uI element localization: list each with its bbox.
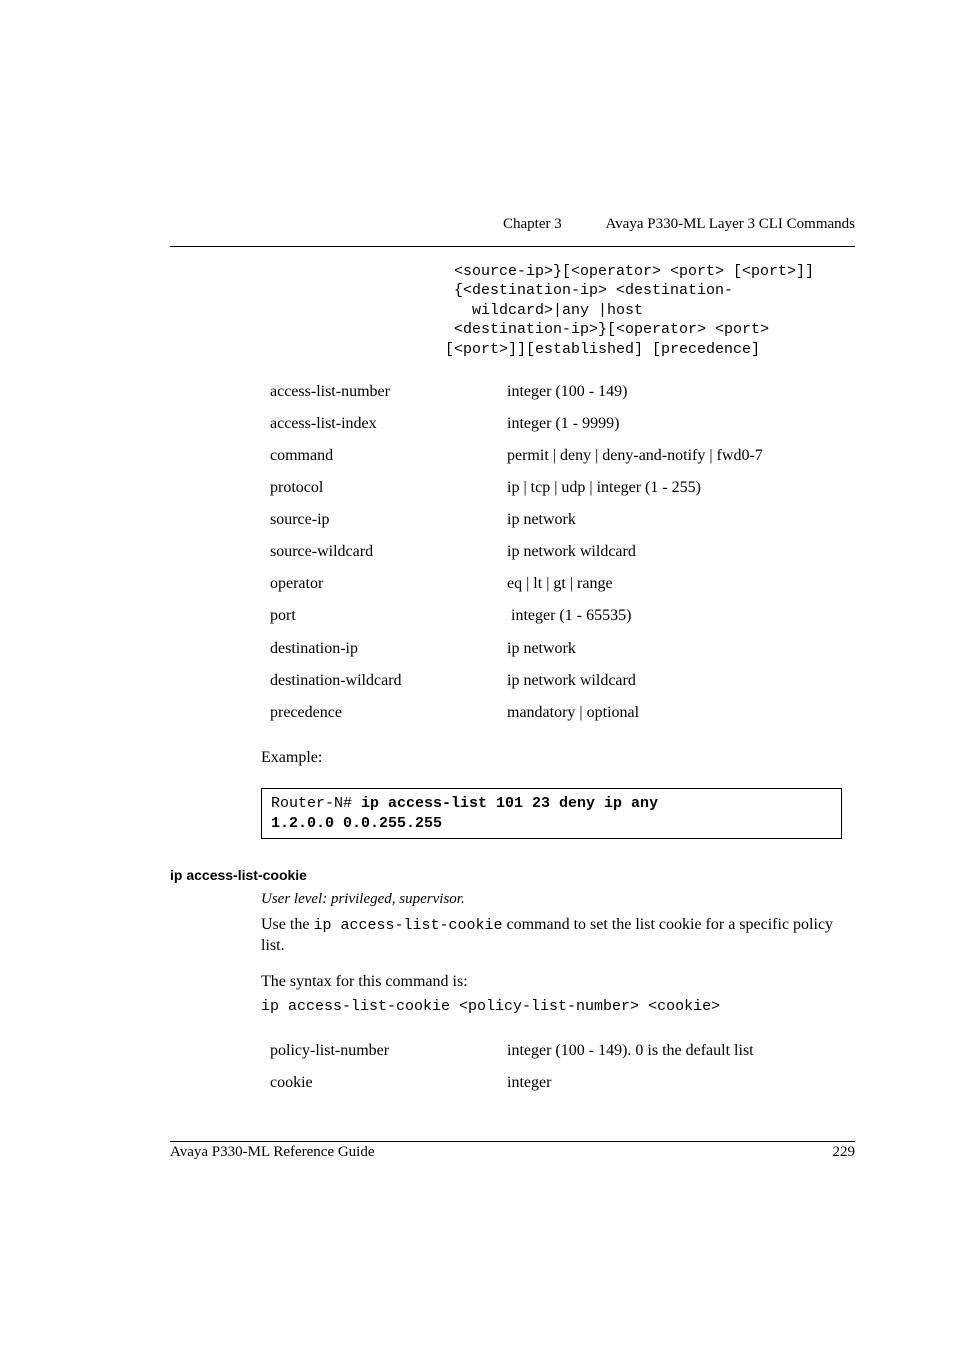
param-value: integer (100 - 149). 0 is the default list xyxy=(507,1042,754,1059)
param-value: integer (100 - 149) xyxy=(507,383,628,400)
param-name: source-ip xyxy=(270,511,330,528)
param-value: ip network wildcard xyxy=(507,672,636,689)
syntax-line: <destination-ip>}[<operator> <port> xyxy=(445,321,770,339)
syntax-line: {<destination-ip> <destination- xyxy=(445,282,734,300)
param-name: cookie xyxy=(270,1074,313,1091)
desc-suffix: command to set the list cookie for a specific policy list. xyxy=(261,916,834,954)
param-name: command xyxy=(270,447,334,464)
param-value: ip network wildcard xyxy=(507,543,636,560)
param-name: port xyxy=(270,607,296,624)
param-name: access-list-number xyxy=(270,383,390,400)
param-name: destination-wildcard xyxy=(270,672,402,689)
param-name: source-wildcard xyxy=(270,543,374,560)
param-value: mandatory | optional xyxy=(507,704,640,721)
param-name: destination-ip xyxy=(270,640,358,657)
header-title: Avaya P330-ML Layer 3 CLI Commands xyxy=(605,216,855,232)
header-rule xyxy=(170,246,855,247)
param-name: operator xyxy=(270,575,324,592)
syntax-line: wildcard>|any |host xyxy=(445,301,644,319)
code-command: ip access-list 101 23 deny ip any xyxy=(361,795,659,812)
footer-title: Avaya P330-ML Reference Guide xyxy=(170,1144,375,1160)
section-heading: ip access-list-cookie xyxy=(170,867,307,883)
param-name: precedence xyxy=(270,704,342,721)
param-name: policy-list-number xyxy=(270,1042,390,1059)
example-label: Example: xyxy=(261,749,323,766)
param-value: eq | lt | gt | range xyxy=(507,575,613,592)
syntax-command: ip access-list-cookie <policy-list-number> <cookie> xyxy=(261,998,721,1015)
param-value: ip network xyxy=(507,511,576,528)
footer-rule xyxy=(170,1141,855,1142)
param-name: protocol xyxy=(270,479,324,496)
page-number: 229 xyxy=(832,1144,855,1160)
syntax-intro: The syntax for this command is: xyxy=(261,973,468,990)
param-value: integer xyxy=(507,1074,552,1091)
syntax-line: <source-ip>}[<operator> <port> [<port>]] xyxy=(445,263,815,280)
code-prompt: Router-N# xyxy=(271,795,362,812)
desc-command: ip access-list-cookie xyxy=(313,917,503,934)
code-line-1 xyxy=(271,795,658,812)
code-line-2: 1.2.0.0 0.0.255.255 xyxy=(271,815,443,832)
param-value: ip | tcp | udp | integer (1 - 255) xyxy=(507,479,702,496)
page-header xyxy=(170,216,855,236)
desc-prefix: Use the xyxy=(261,916,314,933)
param-name: access-list-index xyxy=(270,415,377,432)
header-chapter: Chapter 3 xyxy=(503,216,562,232)
param-value: ip network xyxy=(507,640,576,657)
user-level: User level: privileged, supervisor. xyxy=(261,891,465,907)
syntax-line: [<port>]][established] [precedence] xyxy=(445,340,761,358)
param-value: integer (1 - 65535) xyxy=(507,607,632,624)
syntax-continuation xyxy=(445,262,814,359)
section-description xyxy=(261,915,841,956)
param-value: permit | deny | deny-and-notify | fwd0-7 xyxy=(507,447,763,464)
example-code-box xyxy=(261,788,842,839)
param-value: integer (1 - 9999) xyxy=(507,415,620,432)
